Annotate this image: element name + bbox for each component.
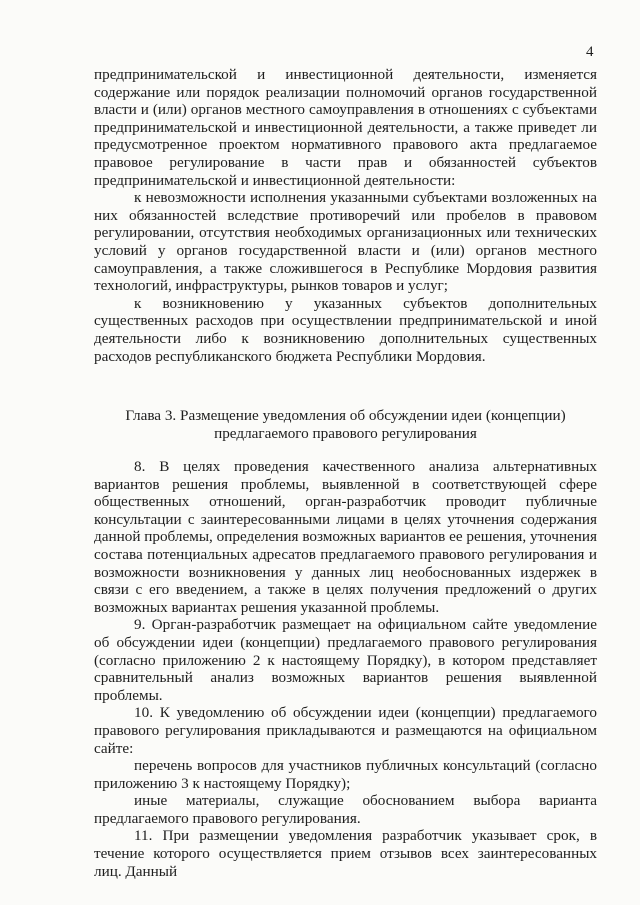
intro-section — [94, 66, 597, 365]
paragraph-11: 11. При размещении уведомления разработчик указывает срок, в течение которого осуществляется прием отзывов всех заинтересованных лиц. Данный — [94, 827, 597, 880]
paragraph-10: 10. К уведомлению об обсуждении идеи (концепции) предлагаемого правового регулирования прикладываются и размещаются на официальном сайте: — [94, 704, 597, 757]
paragraph-10-materials: иные материалы, служащие обоснованием выбора варианта предлагаемого правового регулирования. — [94, 792, 597, 827]
paragraph-continuation: предпринимательской и инвестиционной деятельности, изменяется содержание или порядок реализации полномочий органов государственной власти и (или) органов местного самоуправления в отношениях с субъектами предпринимательской и инвестиционной деятельности, а также приведет ли предусмотренное проектом нормативного правового акта предлагаемое правовое регулирование в части прав и обязанностей субъектов предпринимательской и инвестиционной деятельности: — [94, 66, 597, 189]
paragraph-expenses: к возникновению у указанных субъектов дополнительных существенных расходов при осуществлении предпринимательской и иной деятельности либо к возникновению дополнительных существенных расходов республиканского бюджета Республики Мордовия. — [94, 294, 597, 365]
chapter-title-line-2: предлагаемого правового регулирования — [214, 424, 477, 442]
chapter-heading — [94, 407, 597, 442]
paragraph-10-questions: перечень вопросов для участников публичных консультаций (согласно приложению 3 к настоящему Порядку); — [94, 757, 597, 792]
paragraph-impossibility: к невозможности исполнения указанными субъектами возложенных на них обязанностей вследствие противоречий или пробелов в правовом регулировании, отсутствия необходимых организационных или технических условий у органов государственной власти и (или) органов местного самоуправления, а также сложившегося в Республике Мордовия развития технологий, инфраструктуры, рынков товаров и услуг; — [94, 189, 597, 295]
chapter-body — [94, 458, 597, 880]
chapter-title-line-1: Глава 3. Размещение уведомления об обсуждении идеи (концепции) — [125, 407, 566, 424]
page-number: 4 — [586, 44, 594, 60]
paragraph-8: 8. В целях проведения качественного анализа альтернативных вариантов решения проблемы, выявленной в соответствующей сфере общественных отношений, орган-разработчик проводит публичные консультации с заинтересованными лицами в целях уточнения содержания данной проблемы, определения возможных вариантов ее решения, уточнения состава потенциальных адресатов предлагаемого правового регулирования и возможности возникновения у данных лиц необоснованных издержек в связи с его введением, а также в целях получения предложений о других возможных вариантах решения указанной проблемы. — [94, 458, 597, 616]
paragraph-9: 9. Орган-разработчик размещает на официальном сайте уведомление об обсуждении идеи (концепции) предлагаемого правового регулирования (согласно приложению 2 к настоящему Порядку), в котором представляет сравнительный анализ возможных вариантов решения выявленной проблемы. — [94, 616, 597, 704]
